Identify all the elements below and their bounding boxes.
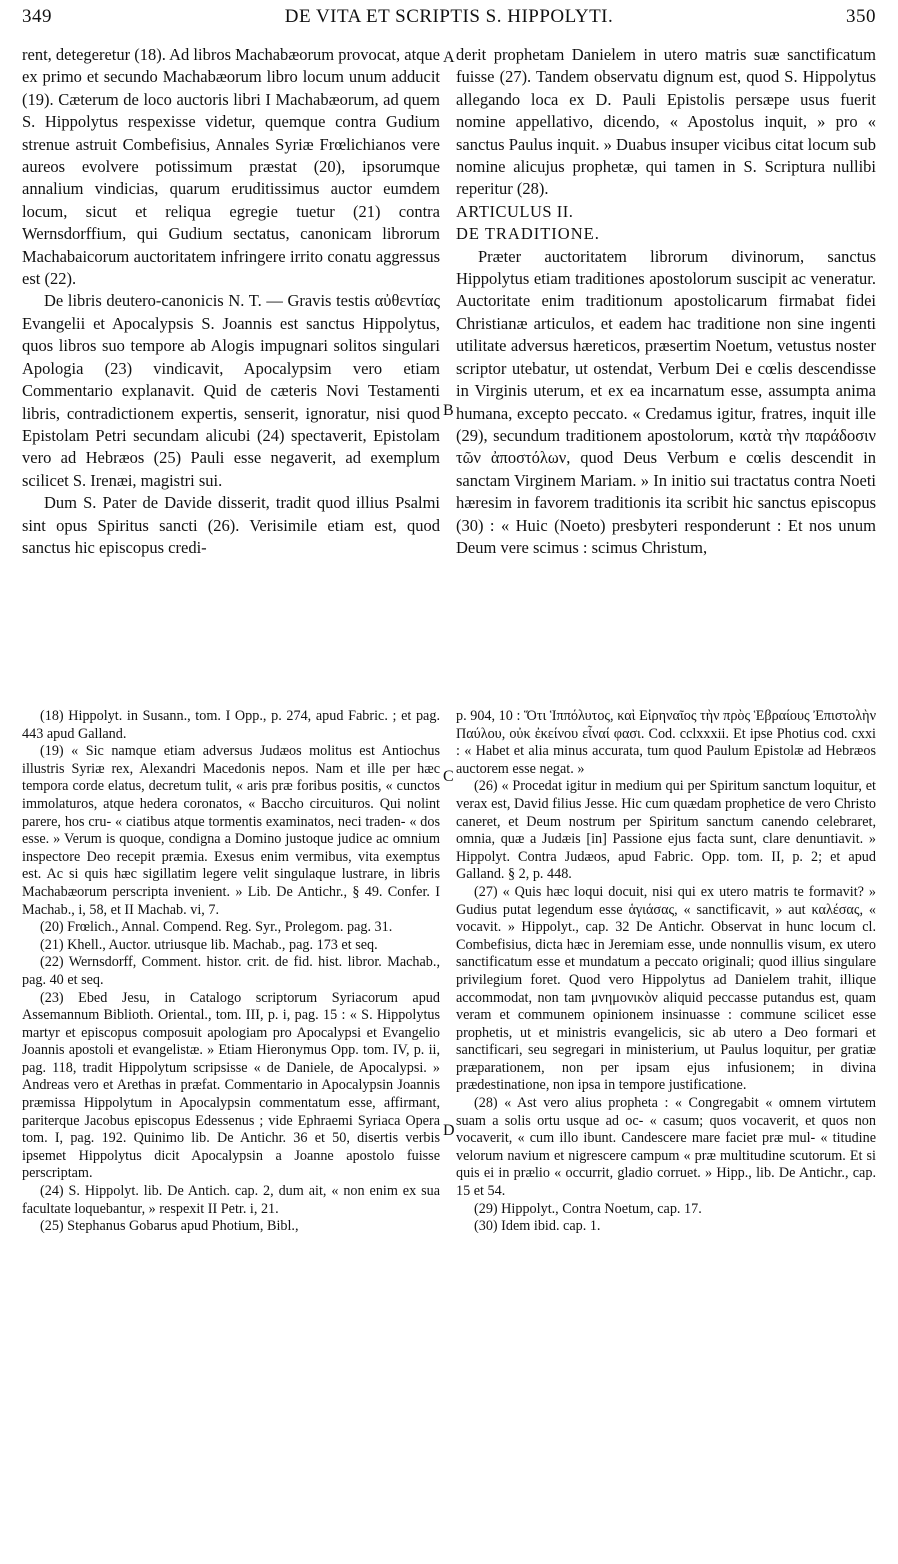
margin-marker-d: D <box>443 1122 455 1139</box>
footnote-continuation: p. 904, 10 : Ὅτι Ἱππόλυτος, καὶ Εἰρηναῖος τὴν πρὸς Ἑβραίους Ἐπιστολὴν Παύλου, οὐκ ἐκείνου εἶναί φασι. Cod. cclxxxii. Et ipse Photius cod. cxxi : « Habet et alia minus accurata, tum quod Paulum Epistolæ ad Hebræos auctorem esse negat. » <box>456 708 876 777</box>
footnote: (29) Hippolyt., Contra Noetum, cap. 17. <box>474 1200 702 1217</box>
footnote: (26) « Procedat igitur in medium qui per Spiritum sanctum loquitur, et verax est, David filius Jesse. Hic cum quædam prophetice de vero Christo caneret, et Deum nostrum per Spiritum sanctum canendo celebraret, omnia, quæ a Judæis [in] Passione ejus facta sunt, clare denuntiavit. » Hippolyt. Contra Judæos, apud Fabric. Opp. tom. II, p. 2; et apud Galland. § 2, p. 448. <box>456 778 876 883</box>
running-header <box>22 6 876 34</box>
right-column-footnotes <box>456 708 876 1558</box>
article-subheading: DE TRADITIONE. <box>456 224 600 244</box>
footnote: (22) Wernsdorff, Comment. histor. crit. de fid. hist. libror. Machab., pag. 40 et seq. <box>22 954 440 988</box>
body-paragraph: Dum S. Pater de Davide disserit, tradit quod illius Psalmi sint opus Spiritus sancti (26). Verisimile etiam est, quod sanctus hic episcopus credi- <box>22 493 440 557</box>
right-page-number: 350 <box>846 6 876 27</box>
margin-marker-b: B <box>443 402 454 419</box>
body-paragraph: rent, detegeretur (18). Ad libros Machabæorum provocat, atque ex primo et secundo Machabæorum libro locum unum adducit (19). Cæterum de loco auctoris libri I Machabæorum, ad quem S. Hippolytus respexisse videtur, quemque contra Gudium strenue astruit Combefisius, Annales Syriæ Frœlichianos vere aureos evolvere potissimum præstat (20), ipsorumque annalium vindicias, quarum eruditissimus auctor eumdem locum, sicut et reliqua egregie tuetur (21) contra Wernsdorffium, qui Gudium sectatus, canonicam librorum Machabaicorum auctoritatem infringere irrito conatu aggressus est (22). <box>22 45 440 289</box>
right-column-body <box>456 44 876 704</box>
left-column-body <box>22 44 440 704</box>
footnote: (19) « Sic namque etiam adversus Judæos molitus est Antiochus illustris Syriæ rex, Alexandri Macedonis nepos. Nam et ille per hæc tempora corde elatus, decretum tulit, « aris præ foribus positis, « cunctos immolaturos, atque hedera coronatos, « Baccho circuituros. Qui nolint parere, hos cru- « ciatibus atque tormentis examinatos, neci traden- « dos esse. » Verum is quoque, condigna a Domino justoque judice ac omnium inspectore Deo recepit præmia. Exesus enim vermibus, vita exemptus est. Ac si quis hæc sigillatim legere velit singulaque lustrare, in libris Machabæorum perscripta invenient. » Lib. De Antichr., § 49. Confer. I Machab., i, 58, et II Machab. vi, 7. <box>22 743 440 918</box>
footnote: (27) « Quis hæc loqui docuit, nisi qui ex utero matris te formavit? » Gudius putat legendum esse ἁγιάσας, « sanctificavit, » aut καλέσας, « vocavit. » Hippolyt., cap. 32 De Antichr. Observat in hunc locum cl. Combefisius, dicta hæc in Jeremiam esse, unde nonnullis visum, ex utero sanctificatum esse et mundatum a peccato originali; quod illius singulare privilegium foret. Quod vero Hippolytus ad Danielem trahit, illique accommodat, non tam μνημονικὸν aliquid peccasse putandus est, quam veram et communem opinionem insinuasse : commune scilicet esse prophetis, ut et ministris evangelicis, sic ab utero a Deo formari et sanctificari, seu segregari in ministerium, ut Paulus loquitur, per gratiæ præparationem, non per ipsam ejus infusionem; in divina prædestinatione, non ipsa in tempore justificatione. <box>456 883 876 1094</box>
body-paragraph: De libris deutero-canonicis N. T. — Gravis testis αὐθεντίας Evangelii et Apocalypsis S. Joannis est sanctus Hippolytus, quos libros suo tempore ab Alogis impugnari solitos singulari Apologia (23) vindicavit, Apocalypsim vero etiam Commentario explanavit. Quid de cæteris Novi Testamenti libris, contradictionem expertis, senserit, ignoratur, nisi quod Epistolam Petri secundam alicubi (24) spectaverit, Epistolam vero ad Hebræos (25) Pauli esse negaverit, ad exemplum scilicet S. Irenæi, magistri sui. <box>22 291 440 490</box>
left-column-footnotes <box>22 708 440 1558</box>
footnote: (18) Hippolyt. in Susann., tom. I Opp., p. 274, apud Fabric. ; et pag. 443 apud Galland. <box>22 708 440 742</box>
margin-marker-c: C <box>443 768 454 785</box>
footnote: (24) S. Hippolyt. lib. De Antich. cap. 2, dum ait, « non enim ex sua facultate loquebantur, » respexit II Petr. i, 21. <box>22 1183 440 1217</box>
footnote: (30) Idem ibid. cap. 1. <box>474 1218 601 1235</box>
footnote: (28) « Ast vero alius propheta : « Congregabit « omnem virtutem suam a solis ortu usque ad oc- « casum; quos vocaverit, et quos non vocaverit, « cum illo ibunt. Candescere mare faciet præ mul- « titudine velorum navium et nigrescere campum « præ multitudine scutorum. Et si quis ei in prælio « occurrit, gladio corruet. » Hipp., lib. De Antichr., cap. 15 et 54. <box>456 1095 876 1200</box>
footnote: (23) Ebed Jesu, in Catalogo scriptorum Syriacorum apud Assemannum Biblioth. Oriental., tom. III, p. i, pag. 15 : « S. Hippolytus martyr et episcopus composuit apologiam pro Apocalypsi et Evangelio Joannis apostoli et evangelistæ. » Etiam Hieronymus Opp. tom. IV, p. ii, pag. 118, tradit Hippolytum scripsisse « de Daniele, de Apocalypsi. » Andreas vero et Arethas in præfat. Commentario in Apocalypsin Joannis præmissa Hippolytum in Apocalypsin commentatum esse, affirmant, pariterque Jacobus episcopus Edessenus ; vide Ephraemi Syriaca Opera tom. I, pag. 192. Quinimo lib. De Antichr. 36 et 50, disertis verbis ipsemet Hippolytus dicit Apocalypsin a Joanne apostolo fuisse perscriptam. <box>22 989 440 1182</box>
running-title: DE VITA ET SCRIPTIS S. HIPPOLYTI. <box>284 6 614 27</box>
body-paragraph: derit prophetam Danielem in utero matris suæ sanctificatum fuisse (27). Tandem observatu dignum est, quod S. Hippolytus allegando loca ex D. Pauli Epistolis persæpe usus fuerit nomine appellativo, dicendo, « Apostolus inquit, » pro « sanctus Paulus inquit. » Duabus insuper vicibus citat locum sub nomine alicujus prophetæ, qui tamen in S. Scriptura nullibi reperitur (28). <box>456 45 876 199</box>
article-heading: ARTICULUS II. <box>456 201 574 221</box>
margin-marker-a: A <box>443 49 455 66</box>
footnote: (20) Frœlich., Annal. Compend. Reg. Syr., Prolegom. pag. 31. <box>40 919 393 936</box>
footnote: (25) Stephanus Gobarus apud Photium, Bibl., <box>40 1218 299 1235</box>
footnote: (21) Khell., Auctor. utriusque lib. Machab., pag. 173 et seq. <box>40 936 378 953</box>
body-paragraph: Præter auctoritatem librorum divinorum, sanctus Hippolytus etiam traditiones apostolorum suscipit ac veneratur. Auctoritate enim traditionum apostolicarum firmabat fidei Christianæ articulos, et eadem hac traditione non sine ingenti utilitate adversus hæreticos, præsertim Noetum, vetustus noster scriptor utebatur, ut ostendat, Verbum Dei e cœlis descendisse in Virginis uterum, et ex ea incarnatum esse, assumpta anima humana, excepto peccato. « Credamus igitur, fratres, inquit ille (29), secundum traditionem apostolorum, κατὰ τὴν παράδοσιν τῶν ἀποστόλων, quod Deus Verbum e cœlis descendit in sanctam Virginem Mariam. » In initio sui tractatus contra Noeti hæresim in favorem traditionis ita scribit hic sanctus episcopus (30) : « Huic (Noeto) presbyteri responderunt : Et nos unum Deum vere scimus : scimus Christum, <box>456 246 876 557</box>
left-page-number: 349 <box>22 6 52 27</box>
